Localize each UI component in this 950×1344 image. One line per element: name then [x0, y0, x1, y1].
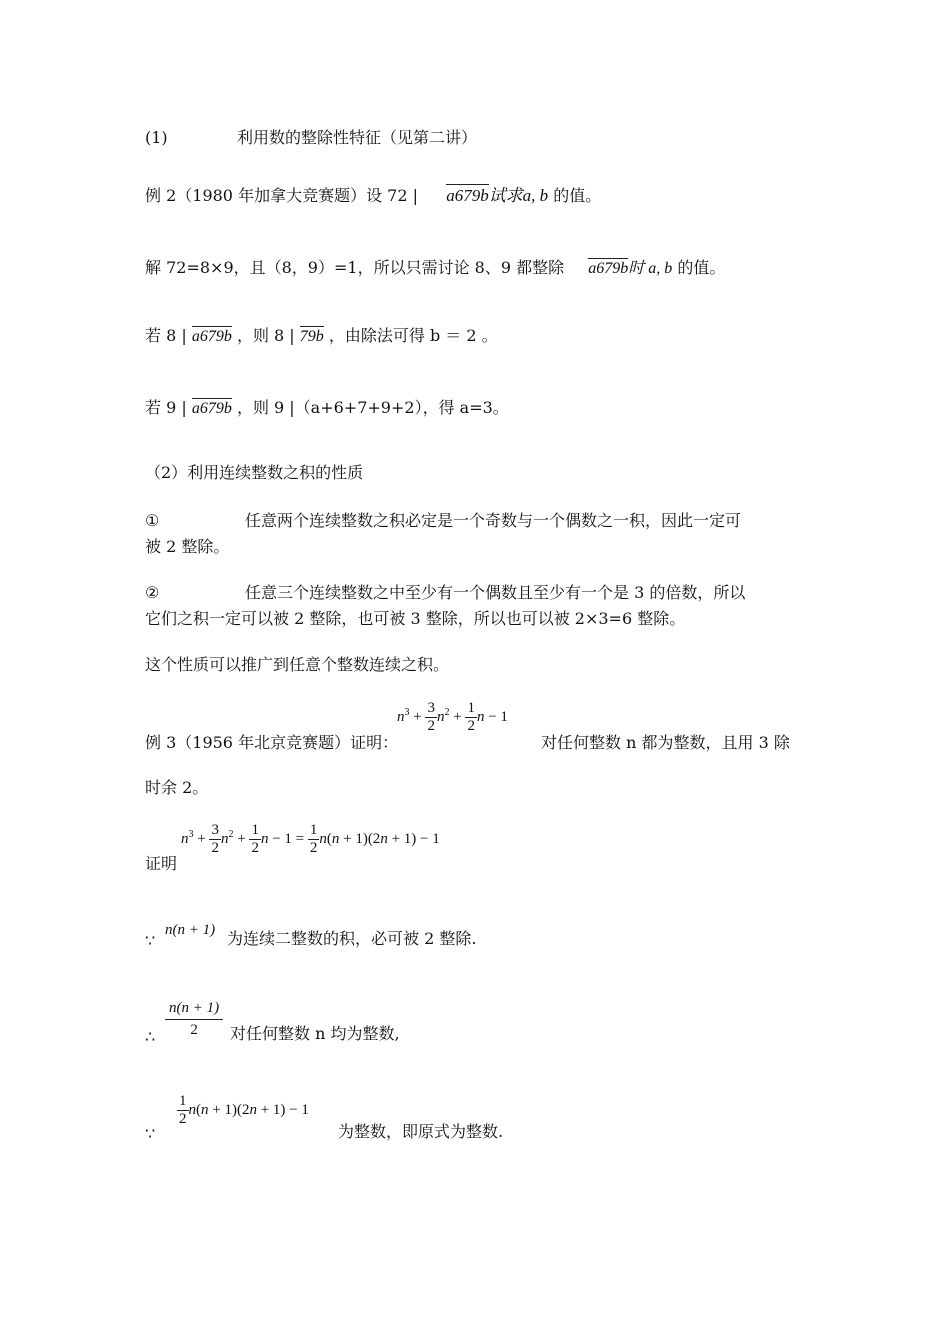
- case8-result: ，由除法可得 b ＝ 2 。: [328, 326, 498, 345]
- solution-line: [145, 258, 725, 279]
- item2-line2: 它们之积一定可以被 2 整除，也可被 3 整除，所以也可以被 2×3=6 整除。: [145, 609, 686, 628]
- proof-identity-formula: $n^3$ + $\frac{3}{2}$ $n^2$ + $\frac{1}{2}$ n − 1 = $\frac{1}{2}$ n(n + 1)(2n + 1) − 1: [181, 822, 440, 856]
- because1-text: 为连续二整数的积，必可被 2 整除.: [227, 929, 477, 948]
- example2-prefix: 例 2（1980 年加拿大竞赛题）设 72 |: [145, 186, 418, 205]
- solution-suffix: 的值。: [677, 258, 726, 277]
- section1-title: 利用数的整除性特征（见第二讲）: [237, 128, 478, 147]
- example2-suffix: 的值。: [553, 186, 602, 205]
- case8-overline-79b: 79b: [299, 328, 324, 345]
- therefore-symbol: ∴: [145, 1027, 156, 1046]
- example2-line: [145, 186, 601, 206]
- because2-symbol: ∵: [145, 1124, 156, 1143]
- section2-title: （2）利用连续整数之积的性质: [145, 463, 364, 482]
- generalization-text: 这个性质可以推广到任意个整数连续之积。: [145, 655, 450, 674]
- case8-overline-number: a679b: [191, 328, 232, 345]
- case9-result: ，则 9 |（a+6+7+9+2），得 a=3。: [236, 398, 509, 417]
- solution-mid: 时 a, b: [628, 260, 673, 277]
- section1-number: (1): [145, 128, 168, 147]
- case8-line: [145, 326, 498, 347]
- because2-expression: $\frac{1}{2}$ n(n + 1)(2n + 1) − 1: [179, 1093, 309, 1127]
- therefore-text: 对任何整数 n 均为整数,: [230, 1024, 400, 1043]
- example3-suffix: 对任何整数 n 都为整数，且用 3 除: [541, 733, 790, 752]
- example3-prefix: 例 3（1956 年北京竞赛题）证明：: [145, 733, 399, 752]
- item1-mark: ①: [145, 511, 160, 530]
- example3-line2: 时余 2。: [145, 778, 209, 797]
- item1-line1: 任意两个连续整数之积必定是一个奇数与一个偶数之一积，因此一定可: [245, 511, 742, 530]
- proof-label: 证明: [145, 854, 178, 873]
- therefore-denominator: 2: [190, 1022, 198, 1038]
- case8-then: ，则 8 |: [236, 326, 295, 345]
- therefore-numerator: n(n + 1): [165, 1000, 223, 1020]
- item1-line2: 被 2 整除。: [145, 537, 230, 556]
- because1-symbol: ∵: [145, 931, 156, 950]
- example3-formula: $n^3$ + $\frac{3}{2}$ $n^2$ + $\frac{1}{2}$ n − 1: [397, 700, 508, 734]
- case9-overline-number: a679b: [191, 400, 232, 417]
- solution-overline-number: a679b: [588, 260, 629, 277]
- example2-overline-number: a679b: [446, 186, 489, 205]
- case9-prefix: 若 9 |: [145, 398, 187, 417]
- example2-seek: 试求a, b: [488, 186, 549, 205]
- therefore-fraction: [165, 1000, 223, 1039]
- solution-prefix: 解 72=8×9，且（8，9）=1，所以只需讨论 8、9 都整除: [145, 258, 565, 277]
- item2-mark: ②: [145, 583, 160, 602]
- because1-expression: n(n + 1): [165, 922, 216, 938]
- case8-prefix: 若 8 |: [145, 326, 187, 345]
- case9-line: [145, 398, 509, 419]
- because2-text: 为整数，即原式为整数.: [338, 1122, 504, 1141]
- item2-line1: 任意三个连续整数之中至少有一个偶数且至少有一个是 3 的倍数，所以: [245, 583, 746, 602]
